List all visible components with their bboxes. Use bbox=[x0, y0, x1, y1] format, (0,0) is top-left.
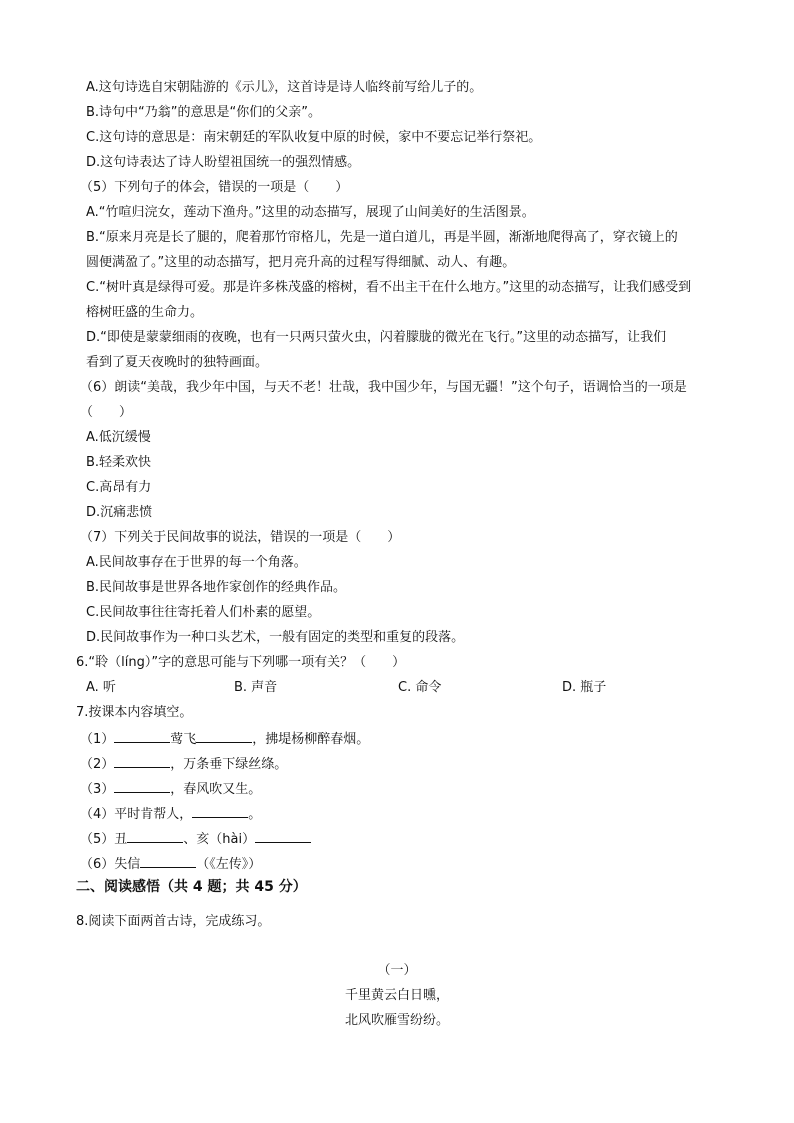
q5-6-option-c: C.高昂有力 bbox=[86, 480, 152, 495]
q5-5-option-c-line1: C.“树叶真是绿得可爱。那是许多株茂盛的榕树，看不出主干在什么地方。”这里的动态描写，让我们感受到 bbox=[86, 280, 692, 295]
q7-item-5-mid: 、亥（hài） bbox=[183, 832, 256, 847]
q7-item-1-mid: 莺飞 bbox=[170, 732, 197, 747]
q7-item-6-label: （6）失信 bbox=[80, 857, 141, 872]
q6-option-c: C. 命令 bbox=[398, 680, 442, 695]
q7-item-3-label: （3） bbox=[80, 782, 115, 797]
q5-5-option-b-line1: B.“原来月亮是长了腿的，爬着那竹帘格儿，先是一道白道儿，再是半圆，渐渐地爬得高了，穿衣镜上的 bbox=[86, 230, 678, 245]
poem-line-1: 千里黄云白日曛， bbox=[344, 988, 449, 1003]
q7-item-6-blank[interactable] bbox=[140, 854, 196, 868]
q7-item-6-end: （《左传》） bbox=[196, 857, 262, 872]
q5-4-option-c: C.这句诗的意思是：南宋朝廷的军队收复中原的时候，家中不要忘记举行祭祀。 bbox=[86, 130, 542, 145]
q7-item-1-label: （1） bbox=[80, 732, 115, 747]
q7-item-4-label: （4）平时肯帮人， bbox=[80, 807, 193, 822]
q5-5-option-d-line1: D.“即使是蒙蒙细雨的夜晚，也有一只两只萤火虫，闪着朦胧的微光在飞行。”这里的动态描写，让我们 bbox=[86, 330, 667, 345]
q7-item-1-end: ，拂堤杨柳醉春烟。 bbox=[252, 732, 370, 747]
q7-item-5 bbox=[80, 829, 311, 849]
q5-7-stem: （7）下列关于民间故事的说法，错误的一项是（ ） bbox=[80, 530, 401, 545]
q7-item-6 bbox=[80, 854, 261, 874]
q5-6-stem-line1: （6）朗读“美哉，我少年中国，与天不老！壮哉，我中国少年，与国无疆！”这个句子，语调恰当的一项是 bbox=[80, 380, 687, 395]
section-2-title: 二、阅读感悟（共 4 题；共 45 分） bbox=[76, 879, 307, 895]
q7-item-2-blank[interactable] bbox=[114, 754, 170, 768]
q5-4-option-a: A.这句诗选自宋朝陆游的《示儿》，这首诗是诗人临终前写给儿子的。 bbox=[86, 80, 483, 95]
q5-6-stem-line2: （ ） bbox=[80, 405, 133, 420]
q7-item-5-blank-1[interactable] bbox=[127, 829, 183, 843]
q7-item-3-blank[interactable] bbox=[114, 779, 170, 793]
q7-item-2-label: （2） bbox=[80, 757, 115, 772]
q7-stem: 7.按课本内容填空。 bbox=[76, 705, 193, 720]
poem-line-2: 北风吹雁雪纷纷。 bbox=[344, 1013, 449, 1028]
q5-7-option-b: B.民间故事是世界各地作家创作的经典作品。 bbox=[86, 580, 347, 595]
q5-5-stem: （5）下列句子的体会，错误的一项是（ ） bbox=[80, 180, 349, 195]
q5-5-option-d-line2: 看到了夏天夜晚时的独特画面。 bbox=[86, 355, 269, 370]
q7-item-2 bbox=[80, 754, 287, 774]
q5-5-option-b-line2: 圆便满盈了。”这里的动态描写，把月亮升高的过程写得细腻、动人、有趣。 bbox=[86, 255, 516, 270]
q5-6-option-d: D.沉痛悲愤 bbox=[86, 505, 153, 520]
q5-5-option-a: A.“竹喧归浣女，莲动下渔舟。”这里的动态描写，展现了山间美好的生活图景。 bbox=[86, 205, 535, 220]
poem-number: （一） bbox=[377, 963, 417, 978]
q5-7-option-c: C.民间故事往往寄托着人们朴素的愿望。 bbox=[86, 605, 321, 620]
q7-item-3-end: ，春风吹又生。 bbox=[170, 782, 262, 797]
q5-7-option-d: D.民间故事作为一种口头艺术，一般有固定的类型和重复的段落。 bbox=[86, 630, 465, 645]
q7-item-5-blank-2[interactable] bbox=[255, 829, 311, 843]
q7-item-5-label: （5）丑 bbox=[80, 832, 128, 847]
q6-option-b: B. 声音 bbox=[234, 680, 278, 695]
q6-option-d: D. 瓶子 bbox=[562, 680, 607, 695]
q6-stem: 6.“聆（líng）”字的意思可能与下列哪一项有关？（ ） bbox=[76, 655, 406, 670]
q7-item-3 bbox=[80, 779, 261, 799]
q7-item-1 bbox=[80, 729, 369, 749]
q7-item-1-blank-1[interactable] bbox=[114, 729, 170, 743]
q5-4-option-b: B.诗句中“乃翁”的意思是“你们的父亲”。 bbox=[86, 105, 321, 120]
q5-6-option-a: A.低沉缓慢 bbox=[86, 430, 151, 445]
q7-item-4-end: 。 bbox=[248, 807, 262, 822]
q5-5-option-c-line2: 榕树旺盛的生命力。 bbox=[86, 305, 204, 320]
q5-4-option-d: D.这句诗表达了诗人盼望祖国统一的强烈情感。 bbox=[86, 155, 361, 170]
q5-7-option-a: A.民间故事存在于世界的每一个角落。 bbox=[86, 555, 307, 570]
q7-item-4 bbox=[80, 804, 261, 824]
q7-item-4-blank[interactable] bbox=[192, 804, 248, 818]
q8-stem: 8.阅读下面两首古诗，完成练习。 bbox=[76, 914, 271, 929]
q5-6-option-b: B.轻柔欢快 bbox=[86, 455, 152, 470]
q6-option-a: A. 听 bbox=[86, 680, 116, 695]
q7-item-1-blank-2[interactable] bbox=[196, 729, 252, 743]
q7-item-2-end: ，万条垂下绿丝绦。 bbox=[170, 757, 288, 772]
